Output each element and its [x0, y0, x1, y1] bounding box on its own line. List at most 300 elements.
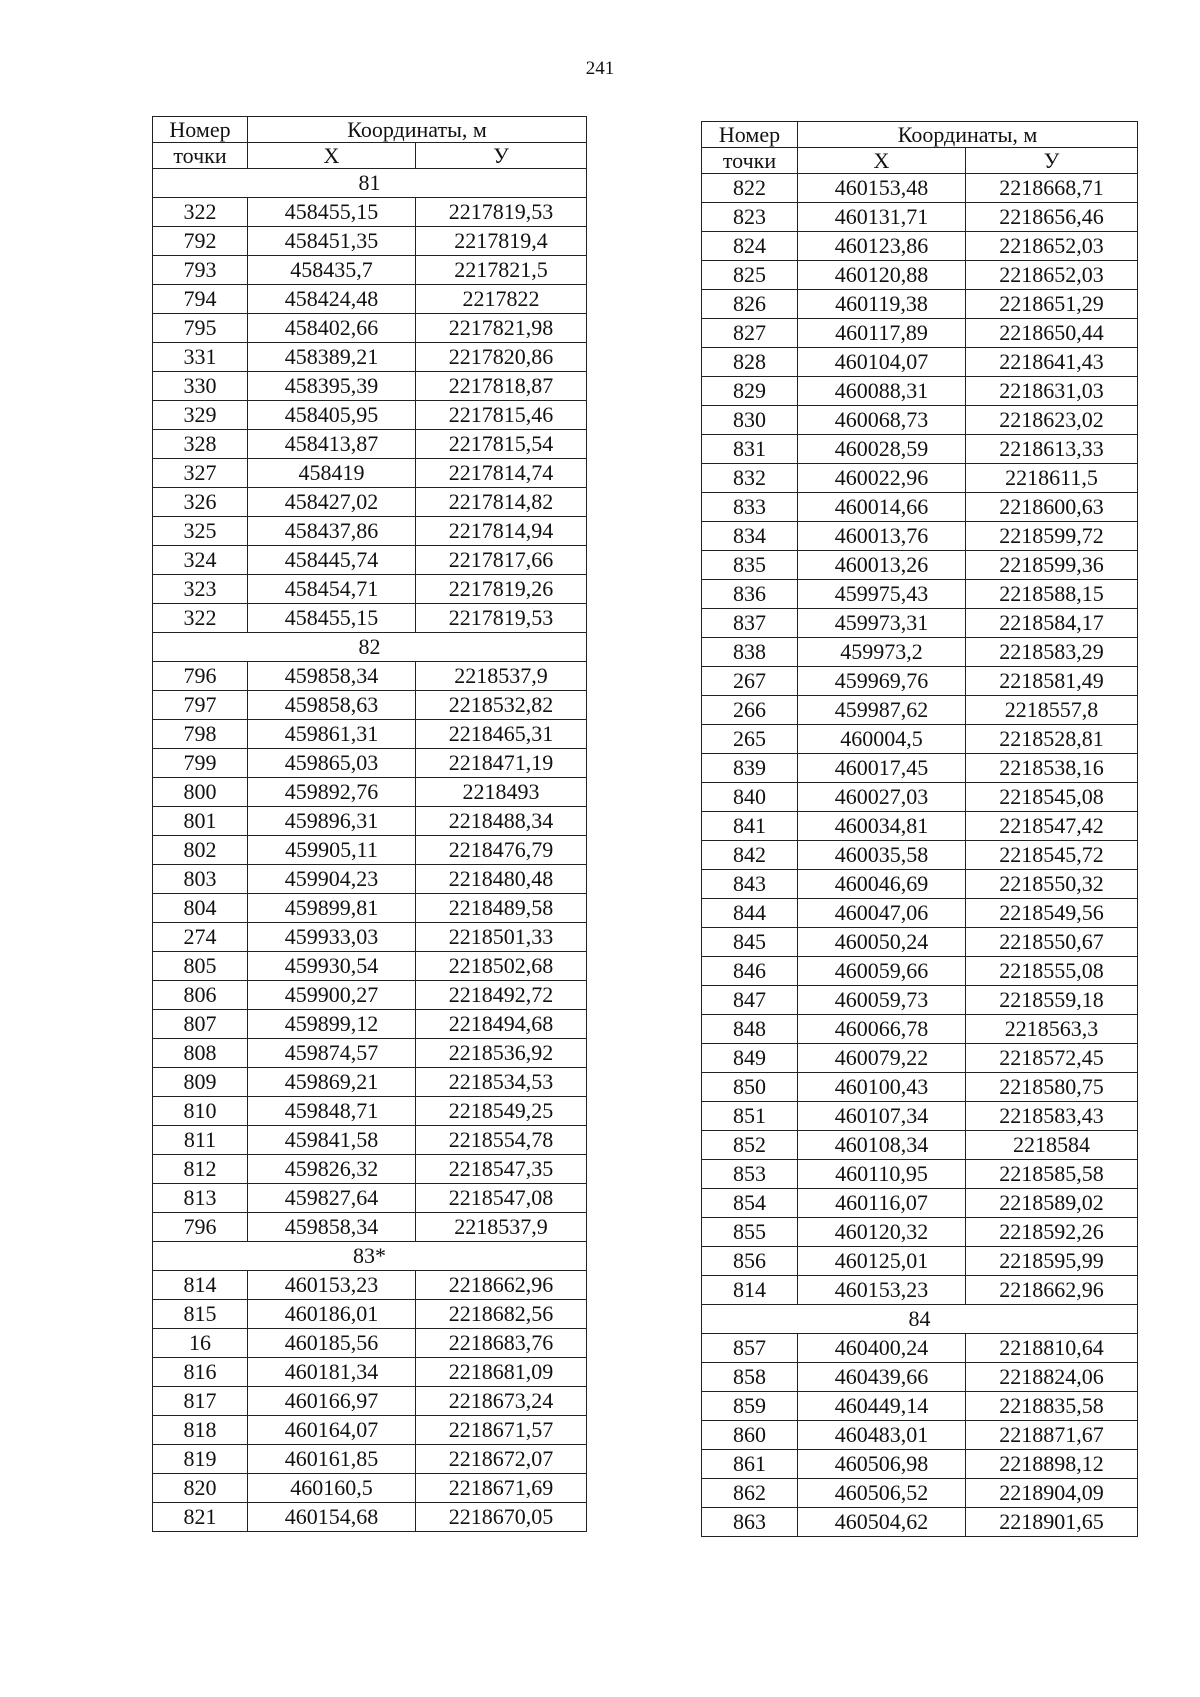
y-coordinate-cell: 2218585,58 — [966, 1160, 1138, 1189]
point-number-cell: 811 — [153, 1126, 248, 1155]
y-coordinate-cell: 2218662,96 — [966, 1276, 1138, 1305]
x-coordinate-cell: 458413,87 — [248, 430, 416, 459]
x-coordinate-cell: 459869,21 — [248, 1068, 416, 1097]
point-number-cell: 818 — [153, 1416, 248, 1445]
x-coordinate-cell: 459975,43 — [798, 580, 966, 609]
y-coordinate-cell: 2218683,76 — [416, 1329, 587, 1358]
y-coordinate-cell: 2218549,56 — [966, 899, 1138, 928]
y-coordinate-cell: 2218480,48 — [416, 865, 587, 894]
point-number-cell: 831 — [702, 435, 798, 464]
table-row — [153, 662, 587, 691]
point-number-cell: 834 — [702, 522, 798, 551]
table-row — [702, 957, 1138, 986]
x-coordinate-cell: 460400,24 — [798, 1334, 966, 1363]
point-number-cell: 857 — [702, 1334, 798, 1363]
point-number-cell: 274 — [153, 923, 248, 952]
point-number-cell: 847 — [702, 986, 798, 1015]
point-number-cell: 830 — [702, 406, 798, 435]
y-coordinate-cell: 2218534,53 — [416, 1068, 587, 1097]
y-coordinate-cell: 2218545,72 — [966, 841, 1138, 870]
point-number-cell: 837 — [702, 609, 798, 638]
y-coordinate-cell: 2218871,67 — [966, 1421, 1138, 1450]
point-number-cell: 841 — [702, 812, 798, 841]
y-coordinate-cell: 2218588,15 — [966, 580, 1138, 609]
y-coordinate-cell: 2218532,82 — [416, 691, 587, 720]
point-number-header: точки — [153, 143, 248, 169]
y-coordinate-cell: 2217821,98 — [416, 314, 587, 343]
point-number-cell: 822 — [702, 174, 798, 203]
table-row — [153, 1271, 587, 1300]
table-row — [702, 1334, 1138, 1363]
table-row — [702, 232, 1138, 261]
table-row — [702, 1247, 1138, 1276]
table-row — [153, 981, 587, 1010]
point-number-cell: 793 — [153, 256, 248, 285]
point-number-cell: 852 — [702, 1131, 798, 1160]
y-coordinate-cell: 2218528,81 — [966, 725, 1138, 754]
point-number-cell: 328 — [153, 430, 248, 459]
point-number-cell: 798 — [153, 720, 248, 749]
table-row — [153, 1300, 587, 1329]
y-coordinate-cell: 2218545,08 — [966, 783, 1138, 812]
x-coordinate-cell: 460034,81 — [798, 812, 966, 841]
table-row — [702, 899, 1138, 928]
x-coordinate-cell: 460059,66 — [798, 957, 966, 986]
y-coordinate-cell: 2218671,69 — [416, 1474, 587, 1503]
point-number-cell: 322 — [153, 198, 248, 227]
point-number-cell: 796 — [153, 1213, 248, 1242]
point-number-cell: 844 — [702, 899, 798, 928]
point-number-cell: 799 — [153, 749, 248, 778]
point-number-cell: 832 — [702, 464, 798, 493]
x-coordinate-cell: 460035,58 — [798, 841, 966, 870]
x-coordinate-cell: 458389,21 — [248, 343, 416, 372]
x-coordinate-cell: 459841,58 — [248, 1126, 416, 1155]
y-coordinate-cell: 2218652,03 — [966, 232, 1138, 261]
y-coordinate-cell: 2218557,8 — [966, 696, 1138, 725]
x-coordinate-cell: 460028,59 — [798, 435, 966, 464]
x-coordinate-cell: 460117,89 — [798, 319, 966, 348]
table-row — [153, 227, 587, 256]
y-coordinate-cell: 2218550,32 — [966, 870, 1138, 899]
x-coordinate-cell: 460119,38 — [798, 290, 966, 319]
y-coordinate-cell: 2218581,49 — [966, 667, 1138, 696]
point-number-cell: 829 — [702, 377, 798, 406]
x-coordinate-cell: 458435,7 — [248, 256, 416, 285]
x-coordinate-cell: 460483,01 — [798, 1421, 966, 1450]
x-coordinate-cell: 460506,98 — [798, 1450, 966, 1479]
point-number-header: Номер — [702, 122, 798, 148]
y-coordinate-cell: 2218681,09 — [416, 1358, 587, 1387]
x-coordinate-cell: 460022,96 — [798, 464, 966, 493]
table-row — [702, 493, 1138, 522]
point-number-cell: 800 — [153, 778, 248, 807]
x-coordinate-cell: 459858,34 — [248, 1213, 416, 1242]
y-coordinate-cell: 2218824,06 — [966, 1363, 1138, 1392]
y-coordinate-cell: 2218672,07 — [416, 1445, 587, 1474]
y-coordinate-cell: 2218623,02 — [966, 406, 1138, 435]
y-coordinate-cell: 2218489,58 — [416, 894, 587, 923]
x-coordinate-cell: 459933,03 — [248, 923, 416, 952]
y-coordinate-cell: 2218550,67 — [966, 928, 1138, 957]
table-row — [702, 812, 1138, 841]
table-row — [702, 638, 1138, 667]
x-coordinate-cell: 460027,03 — [798, 783, 966, 812]
x-coordinate-cell: 458454,71 — [248, 575, 416, 604]
point-number-cell: 824 — [702, 232, 798, 261]
y-coordinate-cell: 2218671,57 — [416, 1416, 587, 1445]
point-number-cell: 329 — [153, 401, 248, 430]
point-number-header: точки — [702, 148, 798, 174]
y-coordinate-cell: 2218493 — [416, 778, 587, 807]
y-coordinate-cell: 2218554,78 — [416, 1126, 587, 1155]
x-coordinate-cell: 460504,62 — [798, 1508, 966, 1537]
x-coordinate-cell: 460116,07 — [798, 1189, 966, 1218]
table-row — [153, 807, 587, 836]
point-number-cell: 795 — [153, 314, 248, 343]
point-number-cell: 815 — [153, 1300, 248, 1329]
point-number-cell: 812 — [153, 1155, 248, 1184]
point-number-cell: 825 — [702, 261, 798, 290]
point-number-cell: 840 — [702, 783, 798, 812]
point-number-cell: 859 — [702, 1392, 798, 1421]
table-row — [153, 1358, 587, 1387]
y-coordinate-cell: 2217814,74 — [416, 459, 587, 488]
y-coordinate-cell: 2218901,65 — [966, 1508, 1138, 1537]
table-row — [702, 319, 1138, 348]
y-coordinate-cell: 2217814,94 — [416, 517, 587, 546]
y-coordinate-cell: 2218595,99 — [966, 1247, 1138, 1276]
table-row — [702, 1363, 1138, 1392]
y-coordinate-cell: 2218494,68 — [416, 1010, 587, 1039]
x-coordinate-cell: 460185,56 — [248, 1329, 416, 1358]
table-row — [702, 1102, 1138, 1131]
x-coordinate-cell: 460047,06 — [798, 899, 966, 928]
x-coordinate-cell: 459905,11 — [248, 836, 416, 865]
table-row — [702, 551, 1138, 580]
x-coordinate-cell: 460506,52 — [798, 1479, 966, 1508]
y-coordinate-cell: 2217819,53 — [416, 604, 587, 633]
x-column-header: Х — [798, 148, 966, 174]
x-coordinate-cell: 460088,31 — [798, 377, 966, 406]
y-coordinate-cell: 2218488,34 — [416, 807, 587, 836]
x-coordinate-cell: 458451,35 — [248, 227, 416, 256]
x-coordinate-cell: 460110,95 — [798, 1160, 966, 1189]
x-coordinate-cell: 459892,76 — [248, 778, 416, 807]
point-number-cell: 826 — [702, 290, 798, 319]
x-coordinate-cell: 458455,15 — [248, 604, 416, 633]
point-number-cell: 806 — [153, 981, 248, 1010]
table-row — [153, 1097, 587, 1126]
y-coordinate-cell: 2217817,66 — [416, 546, 587, 575]
point-number-cell: 861 — [702, 1450, 798, 1479]
x-coordinate-cell: 460186,01 — [248, 1300, 416, 1329]
point-number-cell: 266 — [702, 696, 798, 725]
y-coordinate-cell: 2218904,09 — [966, 1479, 1138, 1508]
table-row — [702, 1508, 1138, 1537]
x-coordinate-cell: 459969,76 — [798, 667, 966, 696]
table-row — [153, 1503, 587, 1532]
x-coordinate-cell: 460161,85 — [248, 1445, 416, 1474]
table-row — [702, 1479, 1138, 1508]
table-row — [702, 1131, 1138, 1160]
table-row — [153, 894, 587, 923]
x-coordinate-cell: 460449,14 — [798, 1392, 966, 1421]
table-row — [702, 725, 1138, 754]
group-header-row — [153, 633, 587, 662]
x-coordinate-cell: 458455,15 — [248, 198, 416, 227]
point-number-cell: 792 — [153, 227, 248, 256]
group-header-row — [702, 1305, 1138, 1334]
y-coordinate-cell: 2218549,25 — [416, 1097, 587, 1126]
x-coordinate-cell: 460107,34 — [798, 1102, 966, 1131]
x-coordinate-cell: 459848,71 — [248, 1097, 416, 1126]
y-coordinate-cell: 2218559,18 — [966, 986, 1138, 1015]
y-coordinate-cell: 2217815,46 — [416, 401, 587, 430]
point-number-cell: 814 — [153, 1271, 248, 1300]
y-coordinate-cell: 2218656,46 — [966, 203, 1138, 232]
y-coordinate-cell: 2218563,3 — [966, 1015, 1138, 1044]
y-column-header: У — [966, 148, 1138, 174]
x-coordinate-cell: 458419 — [248, 459, 416, 488]
table-row — [153, 865, 587, 894]
point-number-cell: 802 — [153, 836, 248, 865]
y-coordinate-cell: 2218810,64 — [966, 1334, 1138, 1363]
x-coordinate-cell: 460014,66 — [798, 493, 966, 522]
y-coordinate-cell: 2218547,42 — [966, 812, 1138, 841]
table-row — [702, 464, 1138, 493]
point-number-cell: 853 — [702, 1160, 798, 1189]
table-row — [153, 430, 587, 459]
point-number-cell: 794 — [153, 285, 248, 314]
x-coordinate-cell: 460066,78 — [798, 1015, 966, 1044]
point-number-cell: 330 — [153, 372, 248, 401]
y-coordinate-cell: 2218592,26 — [966, 1218, 1138, 1247]
x-coordinate-cell: 460123,86 — [798, 232, 966, 261]
x-coordinate-cell: 458427,02 — [248, 488, 416, 517]
group-number: 83* — [153, 1242, 587, 1271]
table-row — [153, 314, 587, 343]
point-number-cell: 838 — [702, 638, 798, 667]
table-row — [702, 1392, 1138, 1421]
x-coordinate-cell: 459973,31 — [798, 609, 966, 638]
y-coordinate-cell: 2217815,54 — [416, 430, 587, 459]
y-coordinate-cell: 2218572,45 — [966, 1044, 1138, 1073]
x-column-header: Х — [248, 143, 416, 169]
table-row — [153, 488, 587, 517]
table-row — [153, 372, 587, 401]
point-number-cell: 836 — [702, 580, 798, 609]
y-coordinate-cell: 2217818,87 — [416, 372, 587, 401]
table-row — [153, 720, 587, 749]
point-number-cell: 835 — [702, 551, 798, 580]
point-number-cell: 267 — [702, 667, 798, 696]
point-number-cell: 856 — [702, 1247, 798, 1276]
table-row — [702, 841, 1138, 870]
table-row — [153, 1213, 587, 1242]
point-number-cell: 801 — [153, 807, 248, 836]
table-row — [153, 1387, 587, 1416]
point-number-cell: 797 — [153, 691, 248, 720]
x-coordinate-cell: 460154,68 — [248, 1503, 416, 1532]
y-coordinate-cell: 2218536,92 — [416, 1039, 587, 1068]
y-coordinate-cell: 2217822 — [416, 285, 587, 314]
point-number-cell: 843 — [702, 870, 798, 899]
table-row — [702, 1073, 1138, 1102]
page-number: 241 — [585, 58, 615, 79]
y-coordinate-cell: 2218583,43 — [966, 1102, 1138, 1131]
x-coordinate-cell: 460166,97 — [248, 1387, 416, 1416]
x-coordinate-cell: 458424,48 — [248, 285, 416, 314]
table-row — [153, 778, 587, 807]
y-column-header: У — [416, 143, 587, 169]
y-coordinate-cell: 2217820,86 — [416, 343, 587, 372]
y-coordinate-cell: 2218538,16 — [966, 754, 1138, 783]
y-coordinate-cell: 2218476,79 — [416, 836, 587, 865]
coordinates-table-left — [152, 116, 587, 1532]
table-row — [702, 870, 1138, 899]
y-coordinate-cell: 2218501,33 — [416, 923, 587, 952]
point-number-cell: 850 — [702, 1073, 798, 1102]
point-number-cell: 858 — [702, 1363, 798, 1392]
table-row — [153, 749, 587, 778]
point-number-header: Номер — [153, 117, 248, 143]
y-coordinate-cell: 2218580,75 — [966, 1073, 1138, 1102]
table-row — [702, 580, 1138, 609]
y-coordinate-cell: 2218600,63 — [966, 493, 1138, 522]
x-coordinate-cell: 460004,5 — [798, 725, 966, 754]
point-number-cell: 326 — [153, 488, 248, 517]
table-row — [153, 285, 587, 314]
table-row — [153, 459, 587, 488]
point-number-cell: 265 — [702, 725, 798, 754]
table-row — [153, 1126, 587, 1155]
point-number-cell: 807 — [153, 1010, 248, 1039]
table-row — [153, 546, 587, 575]
coordinates-header: Координаты, м — [248, 117, 587, 143]
table-row — [153, 575, 587, 604]
table-row — [153, 343, 587, 372]
point-number-cell: 819 — [153, 1445, 248, 1474]
y-coordinate-cell: 2218652,03 — [966, 261, 1138, 290]
table-row — [153, 691, 587, 720]
point-number-cell: 323 — [153, 575, 248, 604]
x-coordinate-cell: 460059,73 — [798, 986, 966, 1015]
point-number-cell: 842 — [702, 841, 798, 870]
x-coordinate-cell: 460131,71 — [798, 203, 966, 232]
group-number: 81 — [153, 169, 587, 198]
y-coordinate-cell: 2218465,31 — [416, 720, 587, 749]
y-coordinate-cell: 2218471,19 — [416, 749, 587, 778]
point-number-cell: 833 — [702, 493, 798, 522]
y-coordinate-cell: 2218682,56 — [416, 1300, 587, 1329]
x-coordinate-cell: 460100,43 — [798, 1073, 966, 1102]
y-coordinate-cell: 2218584,17 — [966, 609, 1138, 638]
point-number-cell: 324 — [153, 546, 248, 575]
x-coordinate-cell: 459858,63 — [248, 691, 416, 720]
y-coordinate-cell: 2218599,72 — [966, 522, 1138, 551]
point-number-cell: 813 — [153, 1184, 248, 1213]
y-coordinate-cell: 2218502,68 — [416, 952, 587, 981]
table-row — [702, 1015, 1138, 1044]
table-row — [153, 256, 587, 285]
table-row — [153, 1329, 587, 1358]
x-coordinate-cell: 460108,34 — [798, 1131, 966, 1160]
y-coordinate-cell: 2218613,33 — [966, 435, 1138, 464]
x-coordinate-cell: 460160,5 — [248, 1474, 416, 1503]
point-number-cell: 327 — [153, 459, 248, 488]
table-row — [153, 1184, 587, 1213]
point-number-cell: 846 — [702, 957, 798, 986]
point-number-cell: 325 — [153, 517, 248, 546]
y-coordinate-cell: 2218670,05 — [416, 1503, 587, 1532]
coordinates-table-right — [701, 121, 1138, 1537]
x-coordinate-cell: 458405,95 — [248, 401, 416, 430]
table-row — [702, 783, 1138, 812]
y-coordinate-cell: 2218537,9 — [416, 662, 587, 691]
table-row — [702, 377, 1138, 406]
y-coordinate-cell: 2218584 — [966, 1131, 1138, 1160]
x-coordinate-cell: 460046,69 — [798, 870, 966, 899]
table-row — [702, 406, 1138, 435]
table-row — [153, 1445, 587, 1474]
x-coordinate-cell: 459865,03 — [248, 749, 416, 778]
y-coordinate-cell: 2218547,08 — [416, 1184, 587, 1213]
x-coordinate-cell: 460153,23 — [248, 1271, 416, 1300]
point-number-cell: 816 — [153, 1358, 248, 1387]
y-coordinate-cell: 2218555,08 — [966, 957, 1138, 986]
y-coordinate-cell: 2217819,4 — [416, 227, 587, 256]
table-row — [702, 1276, 1138, 1305]
x-coordinate-cell: 459858,34 — [248, 662, 416, 691]
group-number: 84 — [702, 1305, 1138, 1334]
x-coordinate-cell: 458402,66 — [248, 314, 416, 343]
table-row — [702, 290, 1138, 319]
x-coordinate-cell: 460013,76 — [798, 522, 966, 551]
table-row — [702, 1044, 1138, 1073]
point-number-cell: 855 — [702, 1218, 798, 1247]
point-number-cell: 862 — [702, 1479, 798, 1508]
coordinates-header: Координаты, м — [798, 122, 1138, 148]
table-row — [153, 836, 587, 865]
y-coordinate-cell: 2217814,82 — [416, 488, 587, 517]
table-row — [702, 435, 1138, 464]
x-coordinate-cell: 460013,26 — [798, 551, 966, 580]
table-row — [702, 986, 1138, 1015]
point-number-cell: 849 — [702, 1044, 798, 1073]
x-coordinate-cell: 459874,57 — [248, 1039, 416, 1068]
x-coordinate-cell: 460068,73 — [798, 406, 966, 435]
group-number: 82 — [153, 633, 587, 662]
x-coordinate-cell: 460017,45 — [798, 754, 966, 783]
table-row — [153, 1155, 587, 1184]
y-coordinate-cell: 2217821,5 — [416, 256, 587, 285]
x-coordinate-cell: 460153,23 — [798, 1276, 966, 1305]
point-number-cell: 821 — [153, 1503, 248, 1532]
y-coordinate-cell: 2217819,26 — [416, 575, 587, 604]
point-number-cell: 854 — [702, 1189, 798, 1218]
point-number-cell: 820 — [153, 1474, 248, 1503]
point-number-cell: 16 — [153, 1329, 248, 1358]
x-coordinate-cell: 460050,24 — [798, 928, 966, 957]
x-coordinate-cell: 458395,39 — [248, 372, 416, 401]
x-coordinate-cell: 459899,12 — [248, 1010, 416, 1039]
table-row — [702, 203, 1138, 232]
point-number-cell: 809 — [153, 1068, 248, 1097]
group-header-row — [153, 169, 587, 198]
table-row — [702, 1218, 1138, 1247]
x-coordinate-cell: 459861,31 — [248, 720, 416, 749]
